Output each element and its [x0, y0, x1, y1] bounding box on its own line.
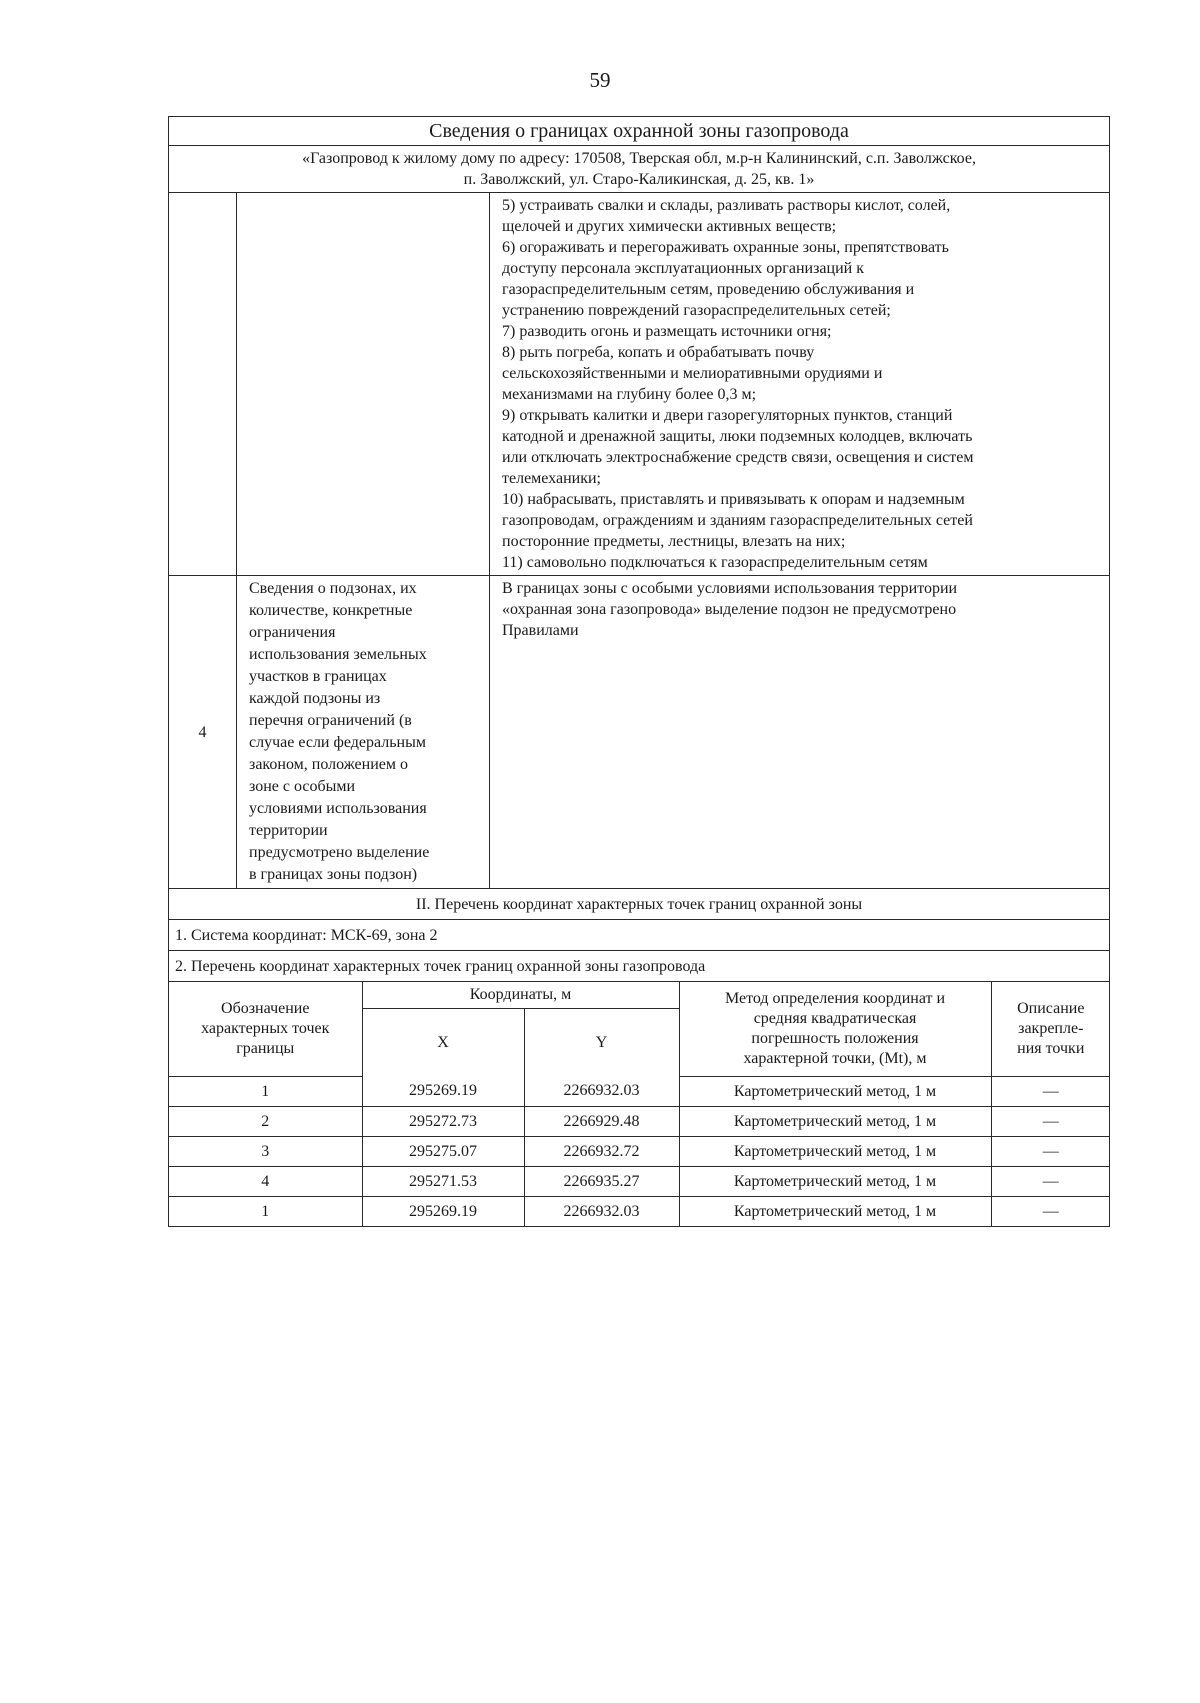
page-number: 59	[589, 68, 611, 92]
restriction-line: катодной и дренажной защиты, люки подземных колодцев, включать	[502, 428, 973, 445]
y-coordinate: 2266932.03	[524, 1197, 679, 1227]
point-description: —	[991, 1167, 1110, 1197]
x-coordinate: 295275.07	[362, 1137, 524, 1167]
subzones-value-line: В границах зоны с особыми условиями использования территории	[502, 580, 958, 597]
subzones-label-line: участков в границах	[249, 668, 387, 685]
subzones-label-line: зоне с особыми	[249, 778, 356, 795]
x-coordinate: 295271.53	[362, 1167, 524, 1197]
y-coordinate: 2266929.48	[524, 1107, 679, 1137]
y-coordinate: 2266932.72	[524, 1137, 679, 1167]
row-number: 4	[169, 576, 237, 889]
object-line: «Газопровод к жилому дому по адресу: 170508, Тверская обл, м.р-н Калининский, с.п. Заволжское,	[302, 150, 976, 167]
restriction-line: газопроводам, ограждениям и зданиям газораспределительных сетей	[502, 512, 973, 529]
subzones-label	[237, 576, 490, 889]
coordinate-row	[169, 1167, 1110, 1197]
subzones-value-line: Правилами	[502, 622, 579, 639]
coordinates-table-wrap	[169, 982, 1110, 1227]
subzones-label-line: предусмотрено выделение	[249, 844, 430, 861]
subzones-value-line: «охранная зона газопровода» выделение подзон не предусмотрено	[502, 601, 957, 618]
header-method-line: Метод определения координат и	[724, 990, 946, 1007]
header-method-line: погрешность положения	[751, 1030, 919, 1047]
table-title: Сведения о границах охранной зоны газопровода	[169, 117, 1110, 146]
restriction-line: устранению повреждений газораспределительных сетей;	[502, 302, 891, 319]
restriction-line: 11) самовольно подключаться к газораспределительным сетям	[502, 554, 928, 571]
restriction-line: 9) открывать калитки и двери газорегуляторных пунктов, станций	[502, 407, 953, 424]
subzones-label-line: использования земельных	[249, 646, 427, 663]
subzones-label-text	[249, 578, 481, 886]
method: Картометрический метод, 1 м	[679, 1107, 991, 1137]
method: Картометрический метод, 1 м	[679, 1167, 991, 1197]
point-description: —	[991, 1107, 1110, 1137]
header-desc-line: закрепле-	[1018, 1020, 1084, 1037]
coordinates-table	[169, 982, 1110, 1226]
header-point-line: Обозначение	[221, 1000, 310, 1017]
header-point-line: характерных точек	[201, 1020, 330, 1037]
restriction-line: 8) рыть погреба, копать и обрабатывать почву	[502, 344, 815, 361]
restriction-line: 5) устраивать свалки и склады, разливать растворы кислот, солей,	[502, 197, 951, 214]
point-id: 2	[169, 1107, 362, 1137]
restriction-line: механизмами на глубину более 0,3 м;	[502, 386, 757, 403]
restriction-line: 7) разводить огонь и размещать источники огня;	[502, 323, 832, 340]
subzones-label-line: каждой подзоны из	[249, 690, 381, 707]
points-list-title: 2. Перечень координат характерных точек границ охранной зоны газопровода	[169, 951, 1110, 982]
subzones-label-line: ограничения	[249, 624, 336, 641]
subzones-label-line: территории	[249, 822, 328, 839]
subzones-label-line: в границах зоны подзон)	[249, 866, 418, 883]
point-id: 1	[169, 1197, 362, 1227]
object-name	[169, 146, 1110, 193]
method: Картометрический метод, 1 м	[679, 1137, 991, 1167]
restriction-line: телемеханики;	[502, 470, 601, 487]
row3-number-cell	[169, 193, 237, 576]
object-line: п. Заволжский, ул. Старо-Каликинская, д. 25, кв. 1»	[463, 171, 815, 188]
subzones-label-line: условиями использования	[249, 800, 427, 817]
header-y: Y	[524, 1009, 679, 1077]
subzones-label-line: Сведения о подзонах, их	[249, 580, 417, 597]
point-id: 1	[169, 1077, 362, 1107]
subzones-value	[490, 576, 1109, 643]
x-coordinate: 295269.19	[362, 1077, 524, 1107]
restriction-line: или отключать электроснабжение средств связи, освещения и систем	[502, 449, 974, 466]
x-coordinate: 295269.19	[362, 1197, 524, 1227]
restriction-line: 6) огораживать и перегораживать охранные зоны, препятствовать	[502, 239, 949, 256]
header-point-line: границы	[236, 1040, 295, 1057]
subzones-label-line: случае если федеральным	[249, 734, 426, 751]
coordinate-row	[169, 1077, 1110, 1107]
coordinate-row	[169, 1197, 1110, 1227]
restrictions-text	[490, 193, 1109, 575]
header-desc-line: ния точки	[1017, 1040, 1085, 1057]
point-description: —	[991, 1137, 1110, 1167]
coordinate-row	[169, 1137, 1110, 1167]
subzones-label-line: количестве, конкретные	[249, 602, 413, 619]
header-method-line: характерной точки, (Mt), м	[743, 1050, 927, 1067]
restriction-line: доступу персонала эксплуатационных организаций к	[502, 260, 864, 277]
restriction-line: газораспределительным сетям, проведению обслуживания и	[502, 281, 915, 298]
method: Картометрический метод, 1 м	[679, 1077, 991, 1107]
coordinate-system: 1. Система координат: МСК-69, зона 2	[169, 920, 1110, 951]
point-description: —	[991, 1197, 1110, 1227]
header-x: X	[362, 1009, 524, 1077]
boundary-info-table	[168, 116, 1110, 1227]
point-id: 4	[169, 1167, 362, 1197]
header-point	[169, 982, 362, 1077]
restriction-line: 10) набрасывать, приставлять и привязывать к опорам и надземным	[502, 491, 965, 508]
y-coordinate: 2266935.27	[524, 1167, 679, 1197]
restriction-line: посторонние предметы, лестницы, влезать на них;	[502, 533, 846, 550]
header-coordinates: Координаты, м	[362, 982, 679, 1009]
point-id: 3	[169, 1137, 362, 1167]
subzones-label-line: законом, положением о	[249, 756, 408, 773]
header-description	[991, 982, 1110, 1077]
section-2-title: II. Перечень координат характерных точек границ охранной зоны	[169, 889, 1110, 920]
method: Картометрический метод, 1 м	[679, 1197, 991, 1227]
subzones-label-line: перечня ограничений (в	[249, 712, 412, 729]
restriction-line: щелочей и других химически активных веществ;	[502, 218, 837, 235]
subzones-value-cell	[490, 576, 1110, 889]
header-method	[679, 982, 991, 1077]
header-desc-line: Описание	[1017, 1000, 1085, 1017]
y-coordinate: 2266932.03	[524, 1077, 679, 1107]
row3-label-cell	[237, 193, 490, 576]
restrictions-cell	[490, 193, 1110, 576]
x-coordinate: 295272.73	[362, 1107, 524, 1137]
restriction-line: сельскохозяйственными и мелиоративными орудиями и	[502, 365, 883, 382]
header-method-line: средняя квадратическая	[753, 1010, 917, 1027]
coordinate-row	[169, 1107, 1110, 1137]
point-description: —	[991, 1077, 1110, 1107]
